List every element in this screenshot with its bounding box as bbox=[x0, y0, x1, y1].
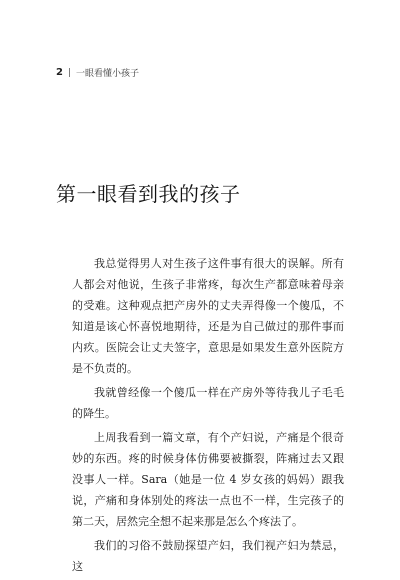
paragraph: 我们的习俗不鼓励探望产妇，我们视产妇为禁忌，这 bbox=[72, 539, 344, 573]
body-text bbox=[72, 253, 344, 580]
page-number: 2 bbox=[56, 67, 63, 78]
header-separator: | bbox=[67, 67, 72, 78]
chapter-title: 第一眼看到我的孩子 bbox=[56, 182, 241, 206]
book-title: 一眼看懂小孩子 bbox=[76, 69, 140, 79]
running-header bbox=[56, 66, 139, 79]
paragraph: 上周我看到一篇文章，有个产妇说，产痛是个很奇妙的东西。疼的时候身体仿佛要被撕裂，阵痛过去又跟没事人一样。Sara（她是一位 4 岁女孩的妈妈）跟我说，产痛和身体别处的疼法一点也不一样，生完孩子的第二天，居然完全想不起来那是怎么个疼法了。 bbox=[72, 431, 344, 528]
paragraph: 我总觉得男人对生孩子这件事有很大的误解。所有人都会对他说，生孩子非常疼，每次生产都意味着母亲的受难。这种观点把产房外的丈夫弄得像一个傻瓜，不知道是该心怀喜悦地期待，还是为自己做过的那件事而内疚。医院会让丈夫签字，意思是如果发生意外医院方是不负责的。 bbox=[72, 257, 344, 375]
paragraph: 我就曾经像一个傻瓜一样在产房外等待我儿子毛毛的降生。 bbox=[72, 386, 344, 420]
